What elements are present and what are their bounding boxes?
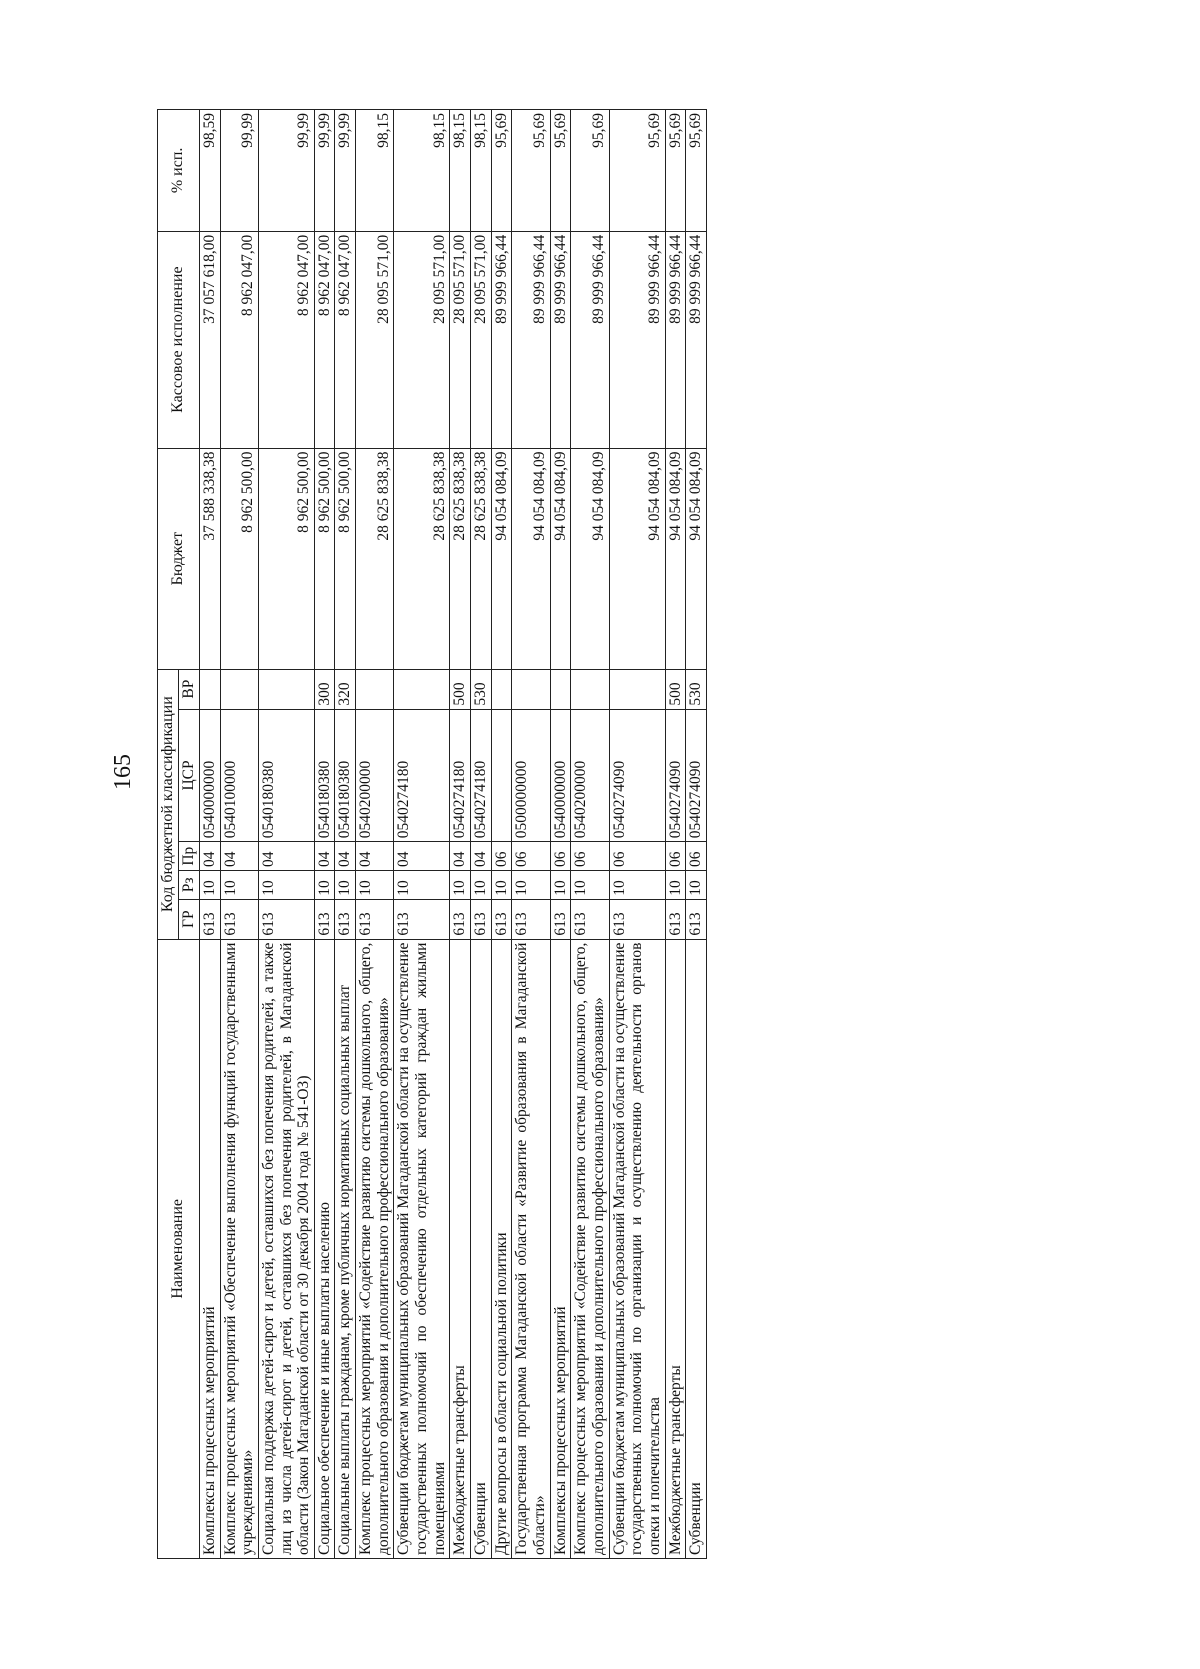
- row-cash: 8 962 047,00: [314, 231, 335, 448]
- row-csr: 0540274180: [450, 709, 471, 842]
- row-vr: 500: [665, 669, 686, 709]
- row-percent: 95,69: [491, 110, 512, 232]
- row-csr: 0540274090: [686, 709, 707, 842]
- row-budget: 94 054 084,09: [665, 448, 686, 669]
- row-pr: 04: [199, 842, 220, 871]
- table-row: [356, 110, 394, 1559]
- row-name: Социальная поддержка детей-сирот и детей, оставшихся без попечения родителей, а также лиц из числа детей-сирот и детей, оставшихся без попечения родителей, в Магаданской области (Закон Магаданской области от 30 декабря 2004 года № 541-ОЗ): [258, 939, 314, 1558]
- row-budget: 94 054 084,09: [686, 448, 707, 669]
- row-pr: 04: [258, 842, 314, 871]
- row-pr: 06: [571, 842, 609, 871]
- table-row: [220, 110, 258, 1559]
- row-rz: 10: [609, 871, 665, 900]
- row-gr: 613: [314, 899, 335, 939]
- row-percent: 95,69: [609, 110, 665, 232]
- row-cash: 8 962 047,00: [258, 231, 314, 448]
- row-gr: 613: [199, 899, 220, 939]
- row-pr: 06: [550, 842, 571, 871]
- row-pr: 06: [491, 842, 512, 871]
- budget-table: [157, 109, 707, 1559]
- row-cash: 28 095 571,00: [450, 231, 471, 448]
- row-percent: 98,15: [356, 110, 394, 232]
- row-pr: 04: [394, 842, 450, 871]
- row-rz: 10: [686, 871, 707, 900]
- row-cash: 8 962 047,00: [335, 231, 356, 448]
- row-rz: 10: [471, 871, 492, 900]
- row-gr: 613: [512, 899, 550, 939]
- table-row: [258, 110, 314, 1559]
- header-rz: Рз: [179, 871, 200, 900]
- row-cash: 89 999 966,44: [550, 231, 571, 448]
- row-rz: 10: [220, 871, 258, 900]
- row-vr: [394, 669, 450, 709]
- row-csr: 0540180380: [258, 709, 314, 842]
- header-code-group: Код бюджетной классификации: [158, 669, 179, 939]
- row-vr: [220, 669, 258, 709]
- row-rz: 10: [550, 871, 571, 900]
- row-name: Субвенции: [471, 939, 492, 1558]
- header-cash: Кассовое исполнение: [158, 231, 200, 448]
- row-csr: 0540100000: [220, 709, 258, 842]
- row-rz: 10: [258, 871, 314, 900]
- row-rz: 10: [356, 871, 394, 900]
- row-budget: 94 054 084,09: [491, 448, 512, 669]
- row-cash: 89 999 966,44: [686, 231, 707, 448]
- row-pr: 06: [512, 842, 550, 871]
- row-budget: 28 625 838,38: [356, 448, 394, 669]
- row-budget: 37 588 338,38: [199, 448, 220, 669]
- row-percent: 95,69: [550, 110, 571, 232]
- row-percent: 99,99: [220, 110, 258, 232]
- page-number: 165: [110, 754, 136, 790]
- table-row: [450, 110, 471, 1559]
- row-gr: 613: [450, 899, 471, 939]
- header-gr: ГР: [179, 899, 200, 939]
- table-row: [686, 110, 707, 1559]
- row-cash: 89 999 966,44: [609, 231, 665, 448]
- row-gr: 613: [550, 899, 571, 939]
- row-rz: 10: [491, 871, 512, 900]
- row-name: Межбюджетные трансферты: [665, 939, 686, 1558]
- row-pr: 04: [356, 842, 394, 871]
- header-name: Наименование: [158, 939, 200, 1558]
- row-name: Другие вопросы в области социальной политики: [491, 939, 512, 1558]
- row-gr: 613: [491, 899, 512, 939]
- row-cash: 89 999 966,44: [571, 231, 609, 448]
- table-row: [571, 110, 609, 1559]
- row-pr: 06: [686, 842, 707, 871]
- row-csr: 0540200000: [356, 709, 394, 842]
- row-name: Социальные выплаты гражданам, кроме публичных нормативных социальных выплат: [335, 939, 356, 1558]
- row-percent: 98,15: [394, 110, 450, 232]
- row-vr: 300: [314, 669, 335, 709]
- row-vr: 530: [686, 669, 707, 709]
- row-cash: 89 999 966,44: [512, 231, 550, 448]
- table-row: [512, 110, 550, 1559]
- row-vr: [550, 669, 571, 709]
- row-budget: 28 625 838,38: [394, 448, 450, 669]
- row-pr: 04: [450, 842, 471, 871]
- row-rz: 10: [199, 871, 220, 900]
- table-row: [394, 110, 450, 1559]
- row-percent: 98,15: [450, 110, 471, 232]
- table-row: [314, 110, 335, 1559]
- row-budget: 94 054 084,09: [571, 448, 609, 669]
- header-pr: Пр: [179, 842, 200, 871]
- row-budget: 8 962 500,00: [258, 448, 314, 669]
- header-budget: Бюджет: [158, 448, 200, 669]
- row-vr: [491, 669, 512, 709]
- row-vr: [571, 669, 609, 709]
- row-cash: 89 999 966,44: [665, 231, 686, 448]
- row-budget: 8 962 500,00: [335, 448, 356, 669]
- row-percent: 95,69: [571, 110, 609, 232]
- table-row: [550, 110, 571, 1559]
- row-csr: 0540274090: [609, 709, 665, 842]
- row-vr: 530: [471, 669, 492, 709]
- row-percent: 99,99: [314, 110, 335, 232]
- header-row-top: [158, 110, 179, 1559]
- table-row: [199, 110, 220, 1559]
- row-gr: 613: [394, 899, 450, 939]
- row-cash: 28 095 571,00: [394, 231, 450, 448]
- row-name: Субвенции: [686, 939, 707, 1558]
- row-pr: 06: [609, 842, 665, 871]
- row-gr: 613: [609, 899, 665, 939]
- row-percent: 99,99: [335, 110, 356, 232]
- row-csr: 0540180380: [335, 709, 356, 842]
- row-cash: 8 962 047,00: [220, 231, 258, 448]
- row-csr: 0540000000: [199, 709, 220, 842]
- header-csr: ЦСР: [179, 709, 200, 842]
- row-name: Межбюджетные трансферты: [450, 939, 471, 1558]
- row-name: Комплексы процессных мероприятий: [550, 939, 571, 1558]
- row-rz: 10: [335, 871, 356, 900]
- row-vr: [512, 669, 550, 709]
- row-budget: 94 054 084,09: [550, 448, 571, 669]
- row-pr: 04: [471, 842, 492, 871]
- rotated-table-wrapper: [157, 109, 707, 1559]
- row-name: Государственная программа Магаданской области «Развитие образования в Магаданской области»: [512, 939, 550, 1558]
- row-csr: 0540274180: [471, 709, 492, 842]
- row-vr: 320: [335, 669, 356, 709]
- row-gr: 613: [258, 899, 314, 939]
- row-vr: [356, 669, 394, 709]
- row-name: Комплекс процессных мероприятий «Содействие развитию системы дошкольного, общего, дополнительного образования и дополнительного профессионального образования»: [356, 939, 394, 1558]
- row-csr: 0500000000: [512, 709, 550, 842]
- row-percent: 95,69: [512, 110, 550, 232]
- row-gr: 613: [665, 899, 686, 939]
- row-budget: 8 962 500,00: [220, 448, 258, 669]
- header-percent: % исп.: [158, 110, 200, 232]
- table-row: [665, 110, 686, 1559]
- row-name: Комплекс процессных мероприятий «Содействие развитию системы дошкольного, общего, дополнительного образования и дополнительного профессионального образования»: [571, 939, 609, 1558]
- row-name: Субвенции бюджетам муниципальных образований Магаданской области на осуществление государственных полномочий по обеспечению отдельных категорий граждан жилыми помещениями: [394, 939, 450, 1558]
- row-name: Комплексы процессных мероприятий: [199, 939, 220, 1558]
- table-row: [491, 110, 512, 1559]
- row-vr: 500: [450, 669, 471, 709]
- row-pr: 06: [665, 842, 686, 871]
- row-gr: 613: [571, 899, 609, 939]
- row-name: Комплекс процессных мероприятий «Обеспечение выполнения функций государственными учреждениями»: [220, 939, 258, 1558]
- row-rz: 10: [450, 871, 471, 900]
- table-row: [471, 110, 492, 1559]
- row-percent: 98,15: [471, 110, 492, 232]
- header-vr: ВР: [179, 669, 200, 709]
- row-budget: 94 054 084,09: [512, 448, 550, 669]
- row-vr: [609, 669, 665, 709]
- row-cash: 28 095 571,00: [356, 231, 394, 448]
- row-cash: 89 999 966,44: [491, 231, 512, 448]
- row-csr: 0540200000: [571, 709, 609, 842]
- row-name: Социальное обеспечение и иные выплаты населению: [314, 939, 335, 1558]
- row-rz: 10: [665, 871, 686, 900]
- table-row: [609, 110, 665, 1559]
- row-csr: 0540000000: [550, 709, 571, 842]
- row-cash: 28 095 571,00: [471, 231, 492, 448]
- row-vr: [258, 669, 314, 709]
- row-pr: 04: [335, 842, 356, 871]
- row-budget: 28 625 838,38: [450, 448, 471, 669]
- row-vr: [199, 669, 220, 709]
- row-rz: 10: [512, 871, 550, 900]
- row-rz: 10: [394, 871, 450, 900]
- row-csr: 0540180380: [314, 709, 335, 842]
- row-csr: 0540274180: [394, 709, 450, 842]
- table-row: [335, 110, 356, 1559]
- row-rz: 10: [314, 871, 335, 900]
- row-percent: 95,69: [686, 110, 707, 232]
- row-percent: 98,59: [199, 110, 220, 232]
- row-gr: 613: [471, 899, 492, 939]
- row-pr: 04: [314, 842, 335, 871]
- row-name: Субвенции бюджетам муниципальных образований Магаданской области на осуществление государственных полномочий по организации и осуществлению деятельности органов опеки и попечительства: [609, 939, 665, 1558]
- row-gr: 613: [686, 899, 707, 939]
- row-cash: 37 057 618,00: [199, 231, 220, 448]
- row-csr: [491, 709, 512, 842]
- row-budget: 8 962 500,00: [314, 448, 335, 669]
- row-pr: 04: [220, 842, 258, 871]
- row-percent: 95,69: [665, 110, 686, 232]
- row-budget: 94 054 084,09: [609, 448, 665, 669]
- row-csr: 0540274090: [665, 709, 686, 842]
- row-percent: 99,99: [258, 110, 314, 232]
- row-gr: 613: [356, 899, 394, 939]
- row-rz: 10: [571, 871, 609, 900]
- row-gr: 613: [220, 899, 258, 939]
- row-budget: 28 625 838,38: [471, 448, 492, 669]
- row-gr: 613: [335, 899, 356, 939]
